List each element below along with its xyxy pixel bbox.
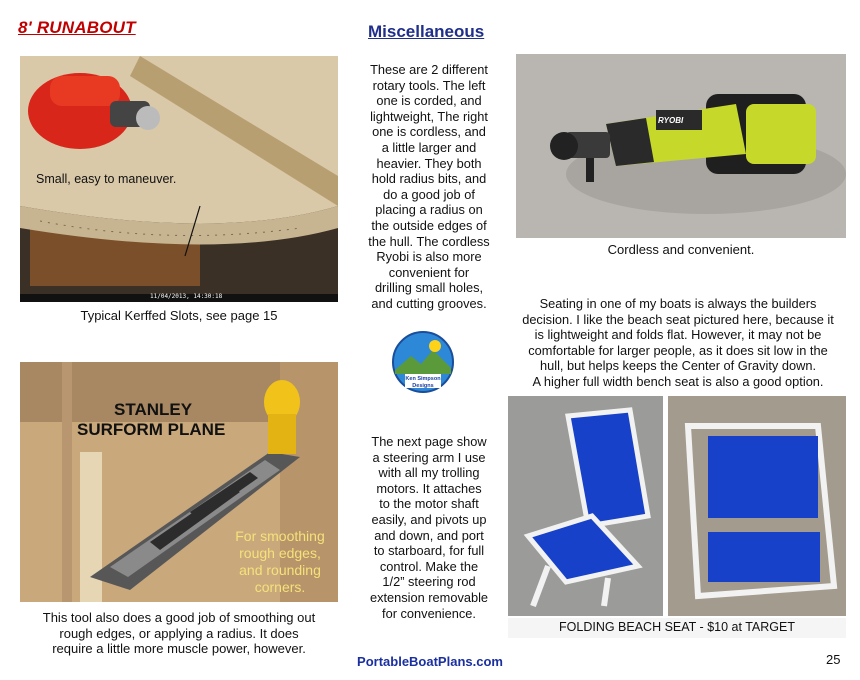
text-line: comfortable for larger people, as it does sit low in the — [528, 342, 828, 358]
document-title: 8' RUNABOUT — [18, 18, 136, 37]
text-line: is lightweight and folds flat. However, it may not be — [534, 327, 822, 343]
text-line: The next page show — [371, 434, 487, 449]
ryobi-logo-label: RYOBI — [658, 116, 684, 125]
surform-title-line1: STANLEY — [114, 400, 193, 419]
steering-arm-paragraph — [352, 434, 506, 621]
text-line: heavier. They both — [376, 155, 482, 171]
text-line: placing a radius on — [375, 202, 483, 218]
rotary-tools-paragraph — [352, 62, 506, 312]
surform-note-line2: rough edges, — [239, 545, 321, 561]
text-line: and cutting grooves. — [371, 295, 487, 311]
photo2-caption-line2: rough edges, or applying a radius. It does — [59, 625, 299, 641]
text-line: drilling small holes, — [374, 280, 484, 296]
text-line: the hull. The cordless — [368, 233, 490, 249]
surform-title-line2: SURFORM PLANE — [77, 420, 226, 439]
text-line: one is cordless, and — [372, 124, 486, 140]
text-line: convenient for — [388, 264, 470, 280]
logo-text-line1: Ken Simpson — [405, 376, 441, 382]
surform-note-line3: and rounding — [239, 562, 321, 578]
text-line: for convenience. — [382, 605, 476, 621]
photo2-caption-line3: require a little more muscle power, however. — [52, 641, 306, 656]
text-line: A higher full width bench seat is also a good option. — [532, 373, 824, 389]
photo2-caption-line1: This tool also does a good job of smoothing out — [42, 610, 316, 625]
surform-note-line4: corners. — [254, 579, 306, 595]
text-line: control. Make the — [379, 558, 479, 574]
text-line: These are 2 different — [370, 62, 488, 77]
photo1-caption: Typical Kerffed Slots, see page 15 — [80, 308, 278, 323]
text-line: decision. I like the beach seat pictured here, because it — [522, 311, 834, 327]
website-link[interactable]: PortableBoatPlans.com — [357, 654, 503, 669]
photo3-caption: Cordless and convenient. — [607, 242, 755, 257]
text-line: the outside edges of — [371, 217, 487, 233]
text-line: 1/2” steering rod — [382, 574, 476, 590]
photo2-caption — [20, 610, 338, 657]
text-line: one is corded, and — [376, 93, 482, 109]
text-line: hold radius bits, and — [371, 171, 487, 187]
text-line: hull, but helps keeps the Center of Gravity down. — [540, 358, 816, 374]
text-line: Ryobi is also more — [376, 249, 482, 265]
text-line: rotary tools. The left — [372, 77, 486, 93]
text-line: extension removable — [369, 589, 489, 605]
surform-note-line1: For smoothing — [235, 528, 325, 544]
text-line: a steering arm I use — [372, 449, 486, 465]
seating-paragraph — [496, 296, 860, 390]
text-line: a little larger and — [381, 139, 477, 155]
page-number: 25 — [826, 652, 841, 667]
text-line: and down, and port — [374, 527, 484, 543]
text-line: easily, and pivots up — [371, 511, 487, 527]
text-line: Seating in one of my boats is always the builders — [539, 296, 817, 311]
photo1-timestamp: 11/04/2013, 14:30:18 — [150, 293, 223, 300]
text-line: to the motor shaft — [379, 496, 479, 512]
section-title: Miscellaneous — [368, 22, 485, 41]
cordless-ryobi-tool-photo — [516, 54, 846, 238]
photo4-caption: FOLDING BEACH SEAT - $10 at TARGET — [559, 620, 795, 634]
logo-text-line2: Designs — [412, 383, 434, 389]
beach-seat-photo — [508, 396, 846, 638]
text-line: to starboard, for full — [373, 543, 485, 559]
text-line: with all my trolling — [378, 465, 480, 481]
surform-note — [222, 528, 338, 596]
text-line: lightweight, The right — [370, 108, 488, 124]
text-line: motors. It attaches — [376, 480, 482, 496]
text-line: do a good job of — [383, 186, 475, 202]
photo1-overlay-text: Small, easy to maneuver. — [36, 172, 177, 186]
